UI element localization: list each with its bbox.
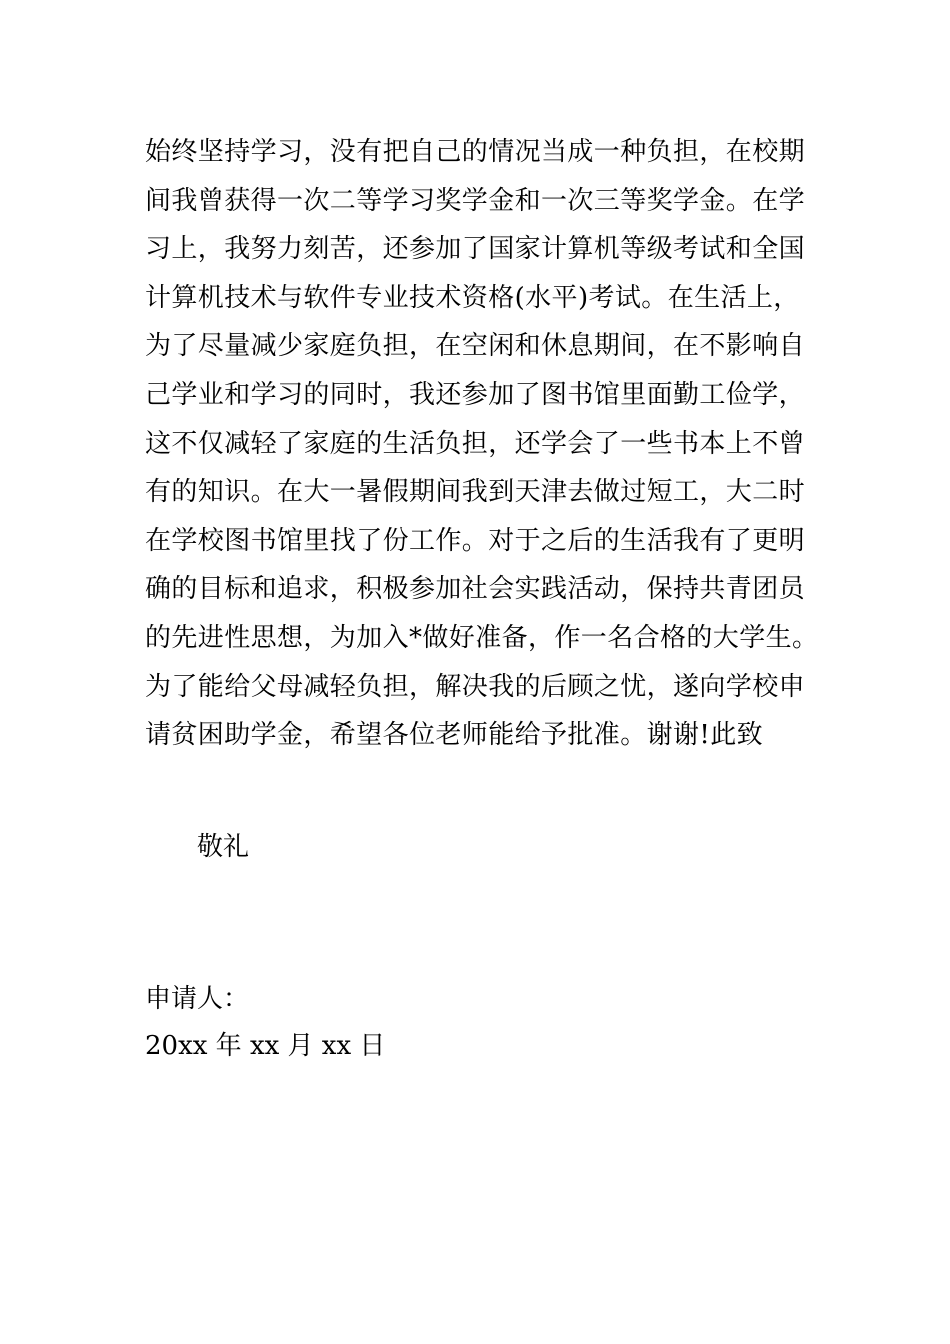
body-line: 确的目标和追求，积极参加社会实践活动，保持共青团员 (145, 574, 806, 605)
body-line: 始终坚持学习，没有把自己的情况当成一种负担，在校期 (145, 137, 806, 167)
body-line: 有的知识。在大一暑假期间我到天津去做过短工，大二时 (145, 477, 806, 508)
body-line: 为了能给父母减轻负担，解决我的后顾之忧，遂向学校申 (145, 671, 806, 702)
body-line: 间我曾获得一次二等学习奖学金和一次三等奖学金。在学 (145, 185, 806, 216)
body-line: 习上，我努力刻苦，还参加了国家计算机等级考试和全国 (145, 234, 806, 265)
body-line: 请贫困助学金，希望各位老师能给予批准。谢谢!此致 (145, 720, 764, 751)
body-line: 己学业和学习的同时，我还参加了图书馆里面勤工俭学， (145, 379, 806, 410)
body-line: 的先进性思想，为加入*做好准备，作一名合格的大学生。 (145, 622, 819, 653)
body-line: 在学校图书馆里找了份工作。对于之后的生活我有了更明 (145, 525, 806, 556)
applicant-label: 申请人： (145, 984, 250, 1014)
letter-body (145, 128, 825, 760)
body-line: 计算机技术与软件专业技术资格(水平)考试。在生活上， (145, 282, 800, 313)
signature-date: 20xx 年 xx 月 xx 日 (145, 1031, 386, 1061)
closing-salutation: 敬礼 (197, 832, 250, 862)
body-line: 这不仅减轻了家庭的生活负担，还学会了一些书本上不曾 (145, 428, 806, 459)
body-line: 为了尽量减少家庭负担，在空闲和休息期间，在不影响自 (145, 331, 806, 362)
